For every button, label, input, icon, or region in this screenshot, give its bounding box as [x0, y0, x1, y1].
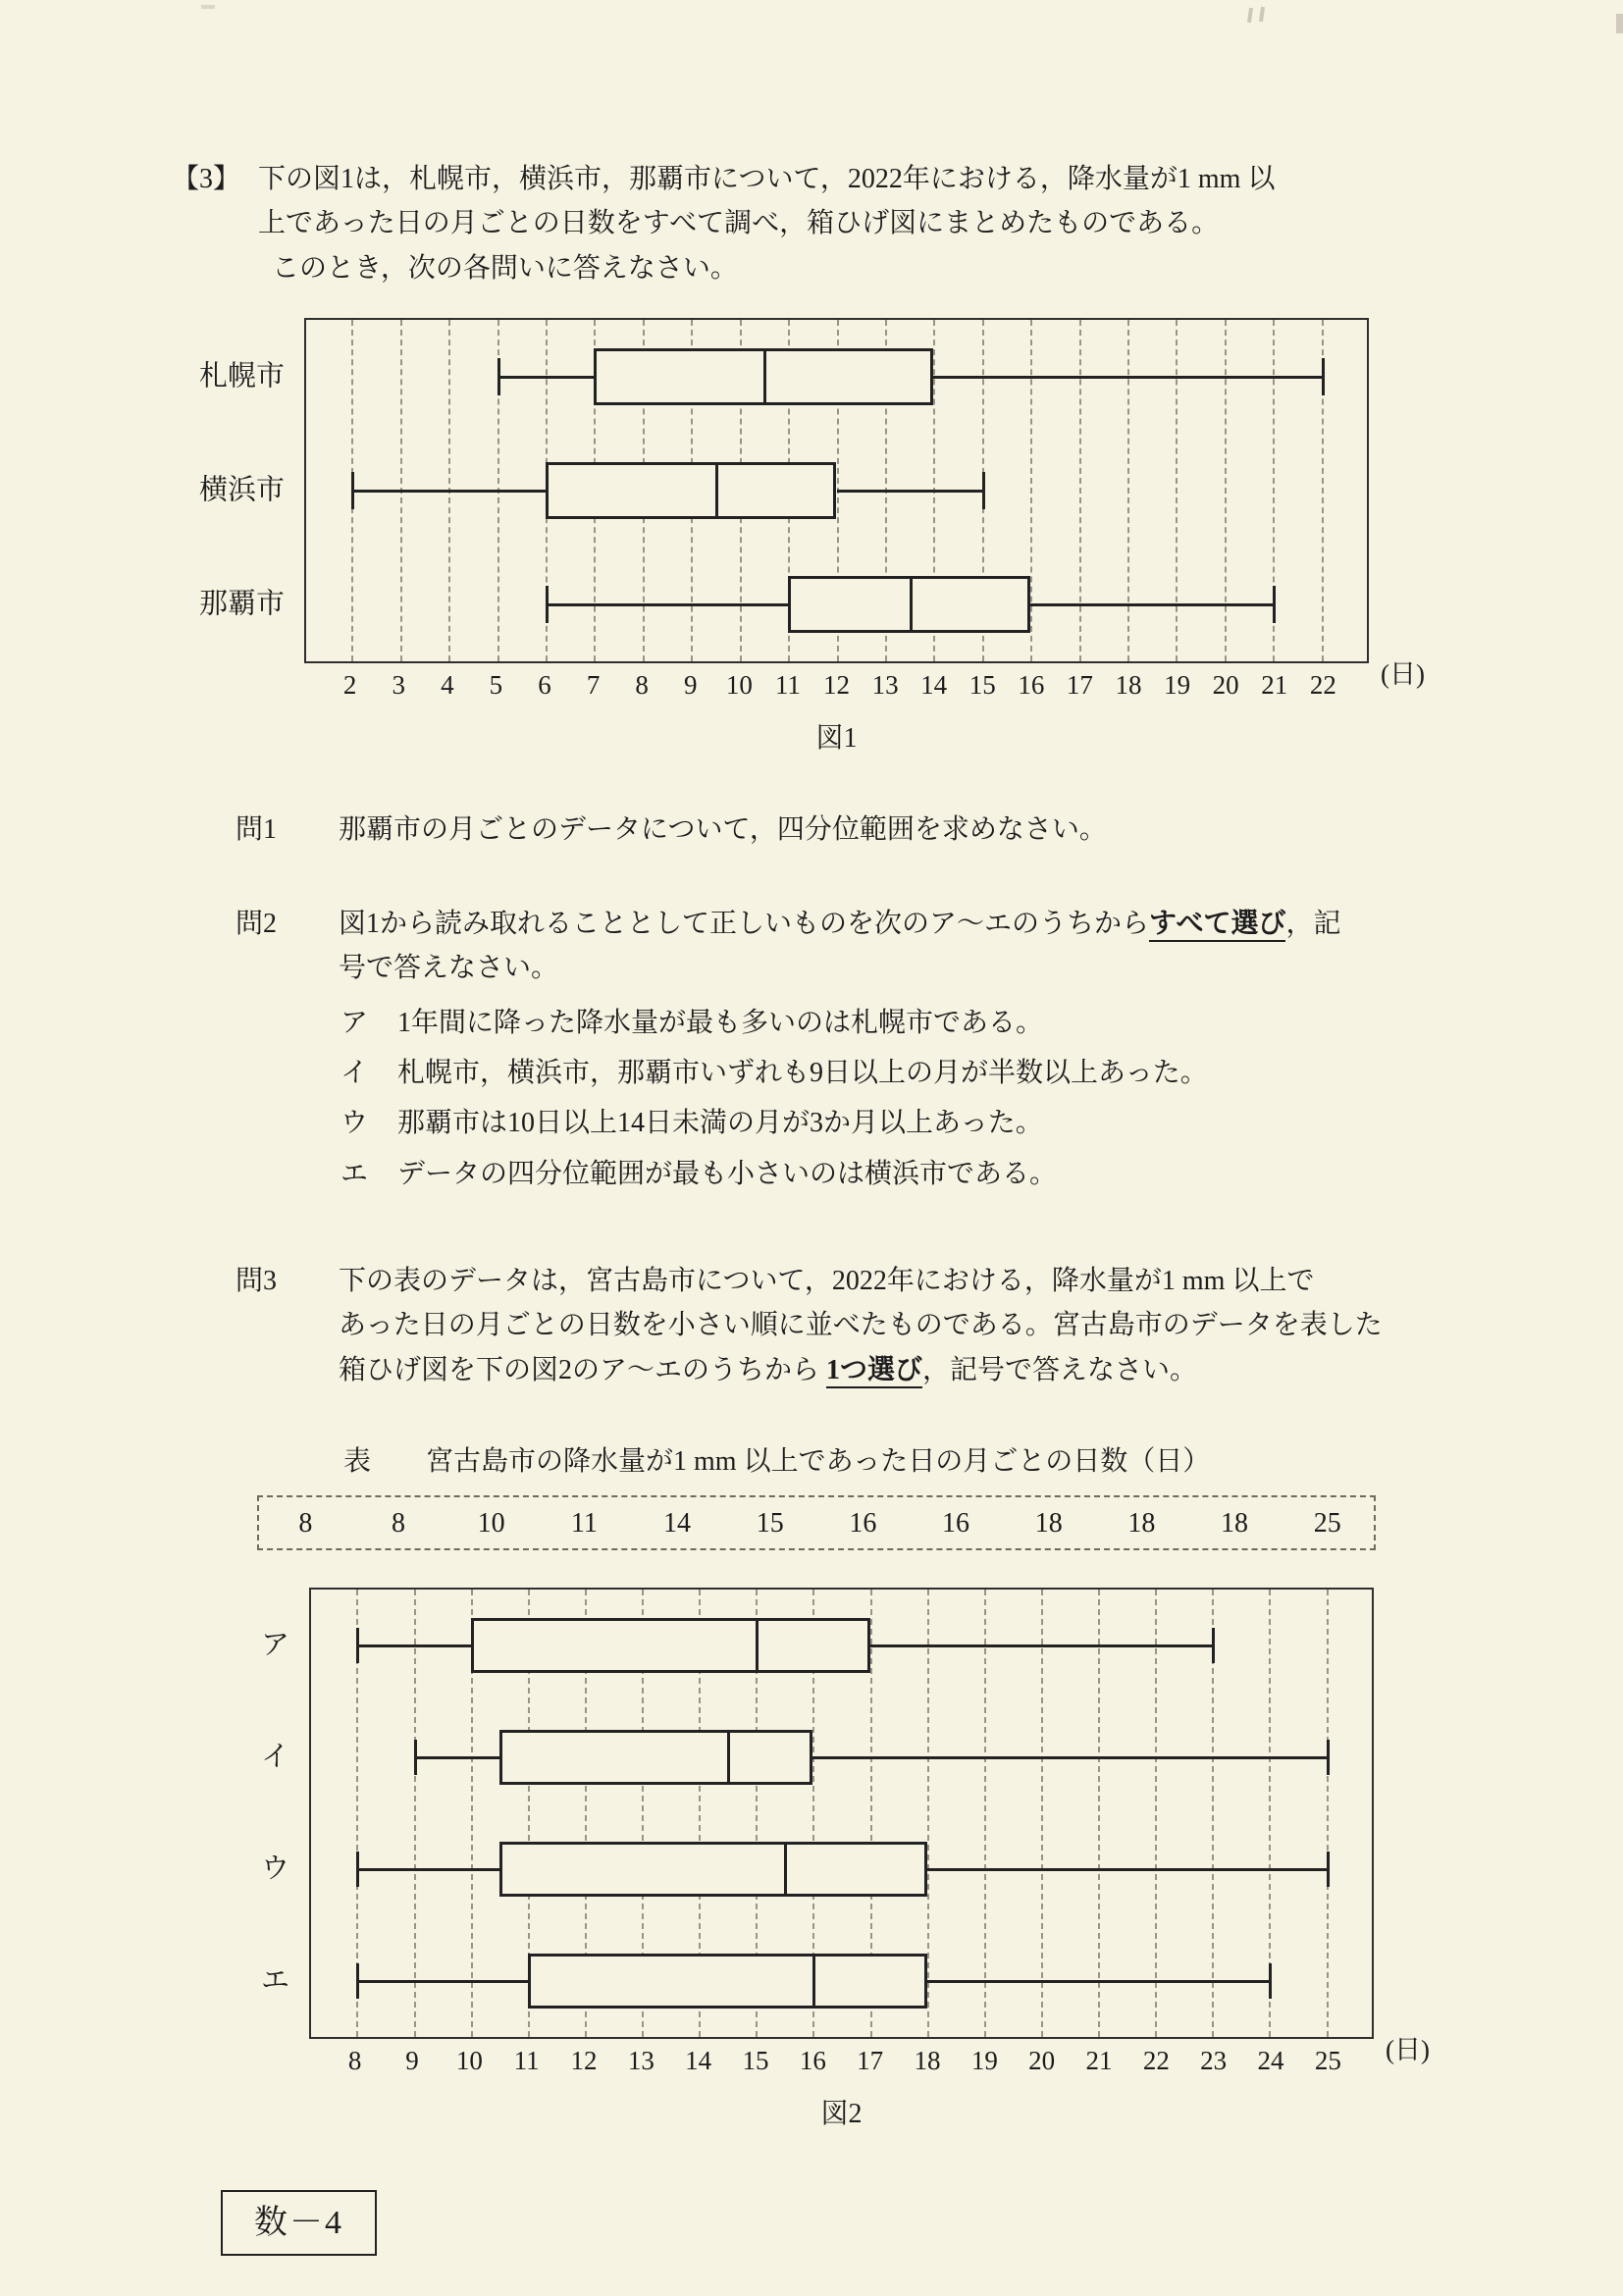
option-a [340, 1001, 1487, 1045]
axis-tick-label: 23 [1200, 2046, 1228, 2076]
option-e-text: データの四分位範囲が最も小さいのは横浜市である。 [397, 1158, 1058, 1189]
option-u-label: ウ [340, 1108, 369, 1139]
problem-line-1: 下の図1は，札幌市，横浜市，那覇市について，2022年における，降水量が1 mm 以 [258, 164, 1276, 194]
question-2-label: 問2 [236, 908, 278, 939]
axis-tick-label: 21 [1261, 670, 1288, 701]
boxplot-row-label: ア [260, 1629, 289, 1661]
axis-tick-label: 3 [392, 670, 405, 701]
question-2-line-2: 号で答えなさい。 [339, 953, 559, 984]
scan-artifact [1259, 7, 1265, 22]
whisker-line-left [356, 1980, 527, 1983]
axis-tick-label: 11 [774, 670, 801, 701]
axis-tick-label: 16 [799, 2046, 826, 2076]
axis-tick-label: 20 [1212, 670, 1239, 701]
whisker-line-right [927, 1868, 1327, 1871]
whisker-line-right [812, 1756, 1326, 1759]
whisker-cap-min [356, 1963, 359, 1999]
median-line [727, 1733, 730, 1782]
question-3-label: 問3 [236, 1265, 278, 1296]
axis-tick-label: 12 [570, 2046, 598, 2076]
option-e [340, 1152, 1487, 1196]
axis-tick-label: 22 [1142, 2046, 1170, 2076]
whisker-cap-max [1327, 1740, 1330, 1775]
axis-tick-label: 19 [1164, 670, 1191, 701]
axis-tick-label: 9 [683, 670, 698, 701]
axis-tick-label: 11 [513, 2046, 540, 2076]
whisker-line-right [927, 1980, 1270, 1983]
whisker-line-left [356, 1868, 498, 1871]
whisker-line-left [414, 1756, 499, 1759]
axis-tick-label: 15 [742, 2046, 769, 2076]
figure-2-axis [309, 2035, 1430, 2084]
axis-tick-label: 2 [342, 670, 357, 701]
whisker-cap-min [414, 1740, 417, 1775]
boxplot-row [198, 548, 1367, 661]
whisker-cap-min [497, 358, 500, 395]
option-i-label: イ [340, 1057, 369, 1088]
boxplot-row-label: ウ [260, 1852, 289, 1885]
table-value: 8 [392, 1507, 405, 1539]
iqr-box [471, 1618, 870, 1673]
question-3-line-2: あった日の月ごとの日数を小さい順に並べたものである。宮古島市のデータを表した [339, 1310, 1383, 1341]
whisker-line-right [1030, 603, 1273, 606]
table-label: 表 [343, 1446, 372, 1478]
whisker-line-right [870, 1644, 1213, 1647]
question-2 [236, 902, 1515, 1202]
scan-artifact [201, 5, 215, 9]
question-1-text [339, 808, 1487, 852]
question-3-line-1: 下の表のデータは，宮古島市について，2022年における，降水量が1 mm 以上で [339, 1265, 1315, 1296]
whisker-line-right [837, 490, 982, 493]
question-1-line: 那覇市の月ごとのデータについて，四分位範囲を求めなさい。 [339, 814, 1107, 846]
whisker-cap-min [356, 1852, 359, 1887]
boxplot-row [198, 434, 1367, 548]
question-2-text [339, 902, 1487, 1202]
question-2-line-1-post: ，記 [1285, 908, 1341, 939]
table-value: 14 [663, 1507, 692, 1539]
median-line [763, 351, 766, 402]
figure-1-boxplot [198, 318, 1425, 760]
axis-tick-label: 9 [405, 2046, 419, 2076]
whisker-cap-min [351, 472, 354, 509]
whisker-line-left [546, 603, 788, 606]
option-a-label: ア [340, 1007, 369, 1038]
table-value: 18 [1127, 1507, 1156, 1539]
axis-tick-label: 24 [1257, 2046, 1284, 2076]
question-1-label: 問1 [236, 814, 278, 846]
option-u [340, 1101, 1487, 1145]
axis-tick-label: 19 [970, 2046, 998, 2076]
boxplot-row-label: 横浜市 [198, 474, 285, 506]
question-3-line-3 [339, 1348, 1487, 1392]
table-value: 16 [849, 1507, 877, 1539]
figure-1-plot-area [198, 318, 1369, 663]
problem-number: 【3】 [172, 164, 241, 194]
option-e-label: エ [340, 1158, 369, 1189]
whisker-cap-max [1269, 1963, 1272, 1999]
iqr-box [499, 1730, 813, 1785]
figure-2-plot-area [260, 1588, 1374, 2039]
question-3 [236, 1259, 1515, 1392]
problem-statement [172, 157, 1515, 290]
boxplot-row [260, 1590, 1372, 1701]
figure-1-axis [304, 659, 1425, 708]
axis-tick-label: 7 [586, 670, 601, 701]
problem-text [258, 157, 1445, 290]
question-2-line-1 [339, 902, 1487, 946]
scan-artifact [1247, 8, 1253, 23]
whisker-line-left [351, 490, 546, 493]
table-value: 18 [1034, 1507, 1063, 1539]
whisker-cap-max [1273, 586, 1276, 623]
whisker-cap-max [1212, 1628, 1215, 1663]
axis-tick-label: 6 [538, 670, 551, 701]
axis-tick-label: 20 [1028, 2046, 1056, 2076]
table-value: 10 [477, 1507, 505, 1539]
axis-tick-label: 10 [455, 2046, 483, 2076]
figure-1-caption: 図1 [815, 723, 858, 755]
question-2-options [339, 1001, 1487, 1196]
axis-tick-label: 21 [1085, 2046, 1113, 2076]
table-values-row [257, 1495, 1376, 1550]
question-3-line-3-pre: 箱ひげ図を下の図2のア～エのうちから [339, 1354, 827, 1385]
page-number-box: 数－4 [221, 2190, 377, 2256]
axis-tick-label: 22 [1309, 670, 1336, 701]
iqr-box [528, 1954, 927, 2009]
figure-2-boxplot [260, 1588, 1430, 2136]
axis-tick-label: 13 [627, 2046, 654, 2076]
option-i-text: 札幌市，横浜市，那覇市いずれも9日以上の月が半数以上あった。 [397, 1057, 1208, 1088]
boxplot-row [260, 1701, 1372, 1813]
median-line [784, 1845, 787, 1894]
boxplot-row [260, 1813, 1372, 1925]
boxplot-row-label: 札幌市 [198, 360, 285, 392]
table-value: 8 [298, 1507, 313, 1539]
axis-tick-label: 4 [441, 670, 454, 701]
axis-tick-label: 14 [920, 670, 948, 701]
iqr-box [546, 462, 836, 519]
figure-2-caption: 図2 [820, 2099, 863, 2130]
option-a-text: 1年間に降った降水量が最も多いのは札幌市である。 [397, 1007, 1044, 1038]
axis-tick-label: 10 [725, 670, 753, 701]
question-3-text [339, 1259, 1487, 1392]
option-u-text: 那覇市は10日以上14日未満の月が3か月以上あった。 [397, 1108, 1043, 1139]
whisker-line-left [356, 1644, 470, 1647]
whisker-cap-max [982, 472, 985, 509]
whisker-cap-min [356, 1628, 359, 1663]
option-i [340, 1051, 1487, 1095]
whisker-cap-max [1322, 358, 1325, 395]
boxplot-row [260, 1925, 1372, 2037]
table-value: 11 [570, 1507, 598, 1539]
table-caption [343, 1439, 1515, 1484]
axis-tick-label: 25 [1314, 2046, 1341, 2076]
axis-tick-label: 5 [489, 670, 503, 701]
table-value: 15 [756, 1507, 784, 1539]
table-title: 宮古島市の降水量が1 mm 以上であった日の月ごとの日数（日） [426, 1446, 1211, 1478]
axis-tick-label: 17 [1066, 670, 1093, 701]
boxplot-row-label: イ [260, 1741, 289, 1773]
median-line [756, 1621, 759, 1670]
axis-tick-label: 18 [1115, 670, 1142, 701]
whisker-cap-min [546, 586, 549, 623]
whisker-line-left [497, 376, 595, 379]
iqr-box [499, 1842, 927, 1897]
boxplot-row-label: 那覇市 [198, 588, 285, 620]
question-2-emphasis: すべて選び [1149, 909, 1285, 942]
axis-tick-label: 16 [1018, 670, 1045, 701]
boxplot-row [198, 320, 1367, 434]
whisker-line-right [933, 376, 1321, 379]
scan-artifact [1616, 14, 1623, 33]
table-value: 18 [1221, 1507, 1249, 1539]
axis-tick-label: 8 [347, 2046, 362, 2076]
median-line [715, 465, 718, 516]
question-2-line-1-pre: 図1から読み取れることとして正しいものを次のア～エのうちから [339, 908, 1150, 939]
question-3-emphasis: 1つ選び [826, 1355, 922, 1388]
axis-tick-label: 14 [685, 2046, 712, 2076]
problem-line-2: 上であった日の月ごとの日数をすべて調べ，箱ひげ図にまとめたものである。 [258, 208, 1220, 239]
axis-tick-label: 17 [857, 2046, 884, 2076]
axis-tick-label: 15 [969, 670, 996, 701]
problem-line-3: このとき，次の各問いに答えなさい。 [272, 252, 738, 284]
axis-tick-label: 8 [635, 670, 649, 701]
table-value: 16 [942, 1507, 970, 1539]
axis-tick-label: 13 [871, 670, 899, 701]
question-1 [236, 808, 1515, 852]
axis-tick-label: 12 [823, 670, 850, 701]
table-value: 25 [1313, 1507, 1341, 1539]
axis-tick-label: 18 [914, 2046, 941, 2076]
median-line [812, 1957, 815, 2006]
question-3-line-3-post: ，記号で答えなさい。 [922, 1354, 1198, 1385]
whisker-cap-max [1327, 1852, 1330, 1887]
figure-1-axis-unit: (日) [1381, 659, 1425, 690]
figure-2-axis-unit: (日) [1386, 2035, 1430, 2065]
median-line [910, 579, 913, 630]
boxplot-row-label: エ [260, 1964, 289, 1997]
